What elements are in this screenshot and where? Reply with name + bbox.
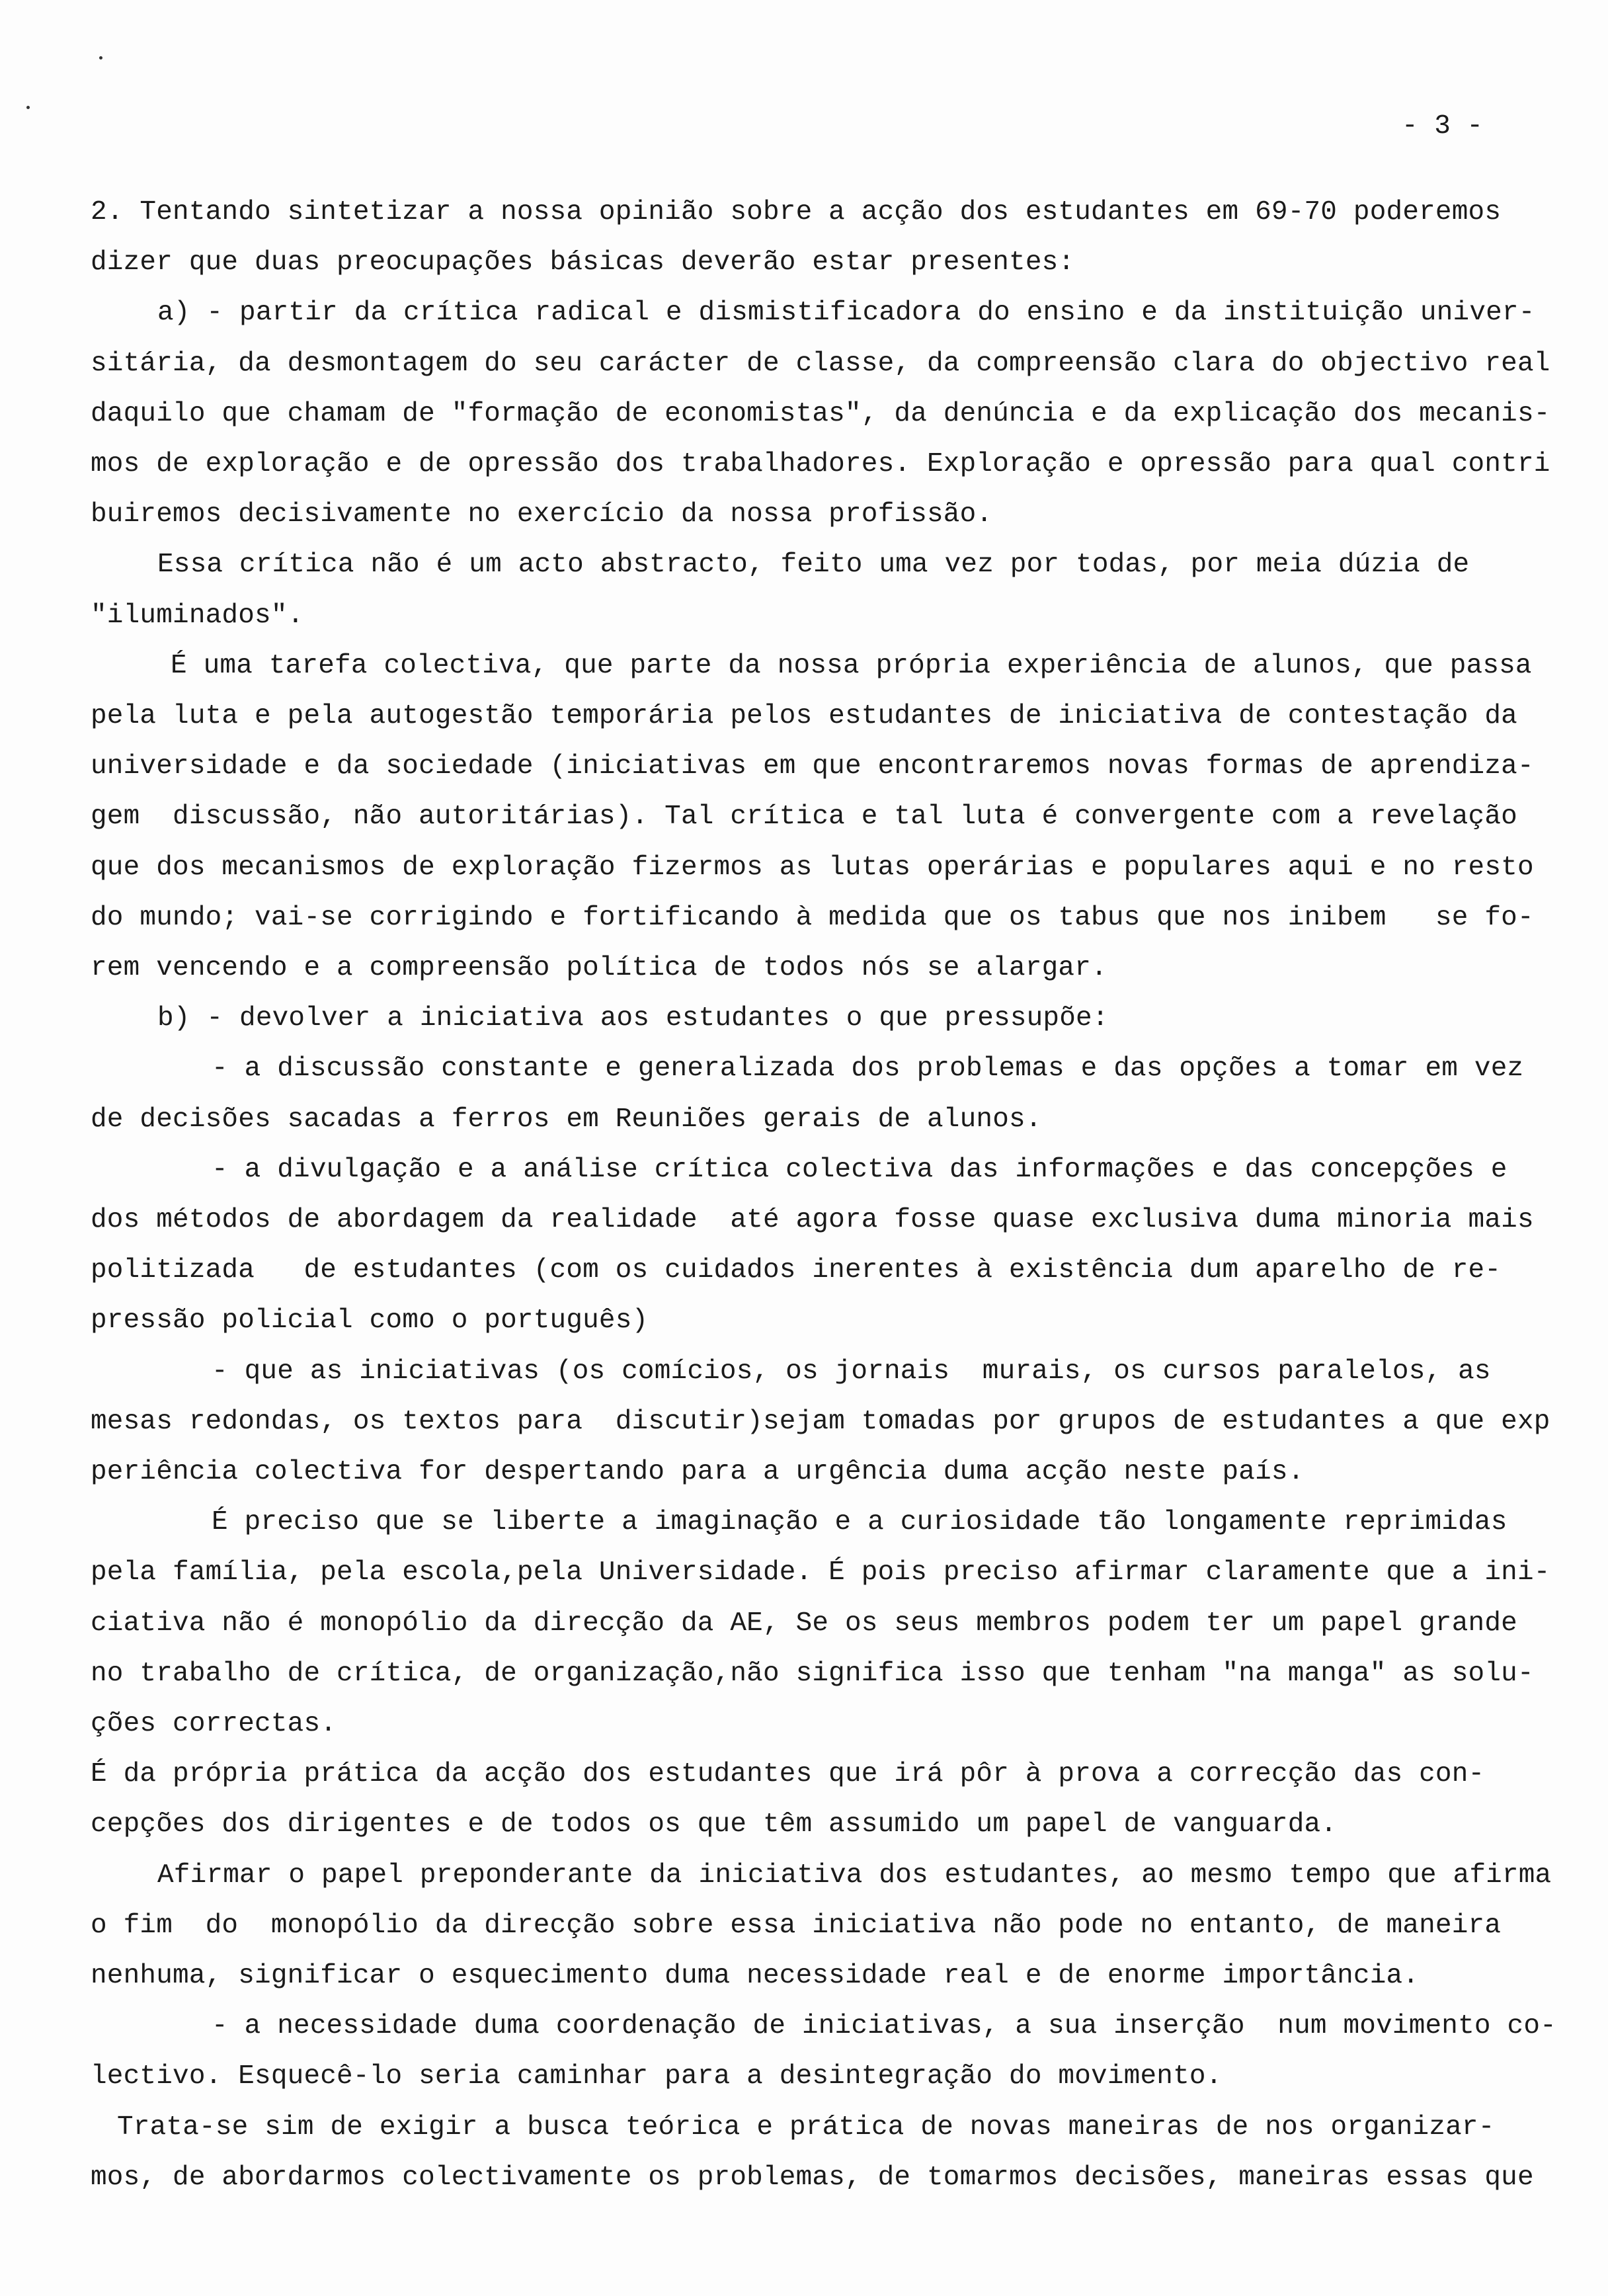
text-line: pressão policial como o português) <box>91 1305 649 1336</box>
text-line: cepções dos dirigentes e de todos os que têm assumido um papel de vanguarda. <box>91 1809 1338 1840</box>
text-line: no trabalho de crítica, de organização,não significa isso que tenham "na manga" as solu- <box>91 1658 1534 1689</box>
text-line: que dos mecanismos de exploração fizermos as lutas operárias e populares aqui e no resto <box>91 852 1534 883</box>
text-line: o fim do monopólio da direcção sobre essa iniciativa não pode no entanto, de maneira <box>91 1910 1502 1941</box>
text-line: universidade e da sociedade (iniciativas em que encontraremos novas formas de aprendiza- <box>91 751 1534 782</box>
paper-speck <box>26 106 30 109</box>
text-line: - a necessidade duma coordenação de iniciativas, a sua inserção num movimento co- <box>212 2011 1556 2042</box>
text-line: pela família, pela escola,pela Universidade. É pois preciso afirmar claramente que a ini- <box>91 1557 1550 1588</box>
text-line: gem discussão, não autoritárias). Tal crítica e tal luta é convergente com a revelação <box>91 801 1517 833</box>
text-line: periência colectiva for despertando para a urgência duma acção neste país. <box>91 1457 1305 1487</box>
text-line: - a discussão constante e generalizada dos problemas e das opções a tomar em vez <box>212 1053 1524 1085</box>
text-line: ções correctas. <box>91 1709 337 1739</box>
text-line: politizada de estudantes (com os cuidados inerentes à existência dum aparelho de re- <box>91 1255 1502 1286</box>
text-line: dos métodos de abordagem da realidade até agora fosse quase exclusiva duma minoria mais <box>91 1205 1534 1235</box>
text-line: ciativa não é monopólio da direcção da AE, Se os seus membros podem ter um papel grande <box>91 1608 1517 1639</box>
text-line: sitária, da desmontagem do seu carácter de classe, da compreensão clara do objectivo real <box>91 348 1550 379</box>
text-line: daquilo que chamam de "formação de economistas", da denúncia e da explicação dos mecanis- <box>91 398 1550 429</box>
text-line: Trata-se sim de exigir a busca teórica e prática de novas maneiras de nos organizar- <box>117 2112 1495 2143</box>
text-line: pela luta e pela autogestão temporária pelos estudantes de iniciativa de contestação da <box>91 701 1517 731</box>
text-line: 2. Tentando sintetizar a nossa opinião sobre a acção dos estudantes em 69-70 poderemos <box>91 197 1502 227</box>
text-line: dizer que duas preocupações básicas deverão estar presentes: <box>91 247 1075 278</box>
text-line: nenhuma, significar o esquecimento duma necessidade real e de enorme importância. <box>91 1961 1420 1991</box>
text-line: a) - partir da crítica radical e dismistificadora do ensino e da instituição univer- <box>157 298 1535 329</box>
text-line: Essa crítica não é um acto abstracto, feito uma vez por todas, por meia dúzia de <box>157 550 1470 581</box>
text-line: - que as iniciativas (os comícios, os jornais murais, os cursos paralelos, as <box>212 1356 1491 1387</box>
text-line: Afirmar o papel preponderante da iniciativa dos estudantes, ao mesmo tempo que afirma <box>157 1860 1552 1891</box>
text-line: - a divulgação e a análise crítica colectiva das informações e das concepções e <box>212 1154 1508 1185</box>
text-line: do mundo; vai-se corrigindo e fortificando à medida que os tabus que nos inibem se fo- <box>91 902 1534 933</box>
text-line: buiremos decisivamente no exercício da nossa profissão. <box>91 499 993 530</box>
text-line: b) - devolver a iniciativa aos estudantes o que pressupõe: <box>157 1003 1109 1034</box>
text-line: É preciso que se liberte a imaginação e a curiosidade tão longamente reprimidas <box>212 1507 1508 1538</box>
text-line: mesas redondas, os textos para discutir)sejam tomadas por grupos de estudantes a que exp <box>91 1406 1550 1437</box>
text-line: "iluminados". <box>91 600 304 631</box>
text-line: de decisões sacadas a ferros em Reuniões gerais de alunos. <box>91 1104 1042 1135</box>
text-line: mos, de abordarmos colectivamente os problemas, de tomarmos decisões, maneiras essas que <box>91 2162 1534 2193</box>
page-number: - 3 - <box>1402 111 1484 142</box>
text-line: É uma tarefa colectiva, que parte da nossa própria experiência de alunos, que passa <box>171 650 1532 681</box>
text-line: rem vencendo e a compreensão política de todos nós se alargar. <box>91 953 1107 983</box>
text-line: lectivo. Esquecê-lo seria caminhar para a desintegração do movimento. <box>91 2061 1223 2092</box>
text-line: É da própria prática da acção dos estudantes que irá pôr à prova a correcção das con- <box>91 1759 1485 1790</box>
paper-speck <box>99 56 102 60</box>
text-line: mos de exploração e de opressão dos trabalhadores. Exploração e opressão para qual contri <box>91 449 1550 479</box>
